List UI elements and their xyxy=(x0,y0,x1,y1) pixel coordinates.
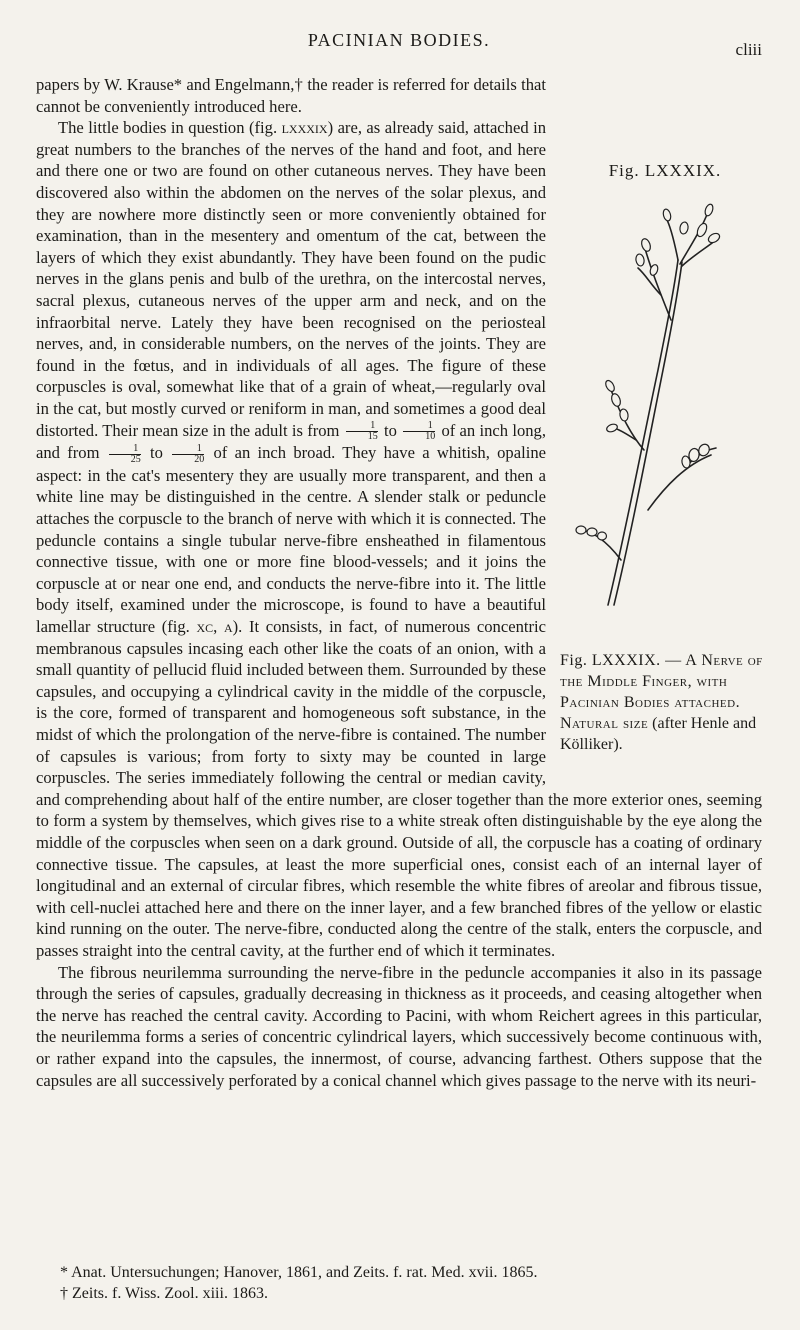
paragraph-2-text-d: of an inch long, and from xyxy=(36,420,546,463)
caption-figure-number: Fig. LXXXIX. — A xyxy=(560,652,698,669)
figure-reference-lxxxix: lxxxix xyxy=(281,118,328,138)
paragraph-1: papers by W. Krause* and Engelmann,† the reader is referred for details that cannot be conveniently introduced here. xyxy=(36,75,546,116)
footnote-1: * Anat. Untersuchungen; Hanover, 1861, and Zeits. f. rat. Med. xvii. 1865. xyxy=(60,1264,538,1281)
figure-lxxxix xyxy=(560,160,770,778)
fraction-1-20: $\frac{1}{20}$ xyxy=(172,444,204,465)
running-title: PACINIAN BODIES. xyxy=(307,30,491,50)
figure-reference-xc-a: xc, a xyxy=(196,617,233,637)
caption-attribution: (after Henle and Kölliker). xyxy=(560,715,757,753)
body-text xyxy=(36,74,762,1091)
paragraph-2-text-e: to xyxy=(142,443,171,463)
paragraph-2-text-c: to xyxy=(379,420,402,440)
paragraph-3: The fibrous neurilemma surrounding the nerve-fibre in the peduncle accompanies it also in its passage through the series of capsules, gradually decreasing in thickness as it proceeds, and ceasing altogether when the nerve has reached the central cavity. According to Pacini, with whom Reichert agrees in this particular, the neurilemma forms a series of concentric cylindrical layers, which successively become continuous with, or rather expand into the capsules, the innermost, of course, advancing farthest. Others suppose that the capsules are all successively perforated by a conical channel which gives passage to the nerve with its neuri- xyxy=(36,962,762,1090)
paragraph-2-text-g: ). It consists, in fact, of numerous concentric membranous capsules incasing each other like the coats of an onion, with a small quantity of pellucid fluid included between them. Surrounded by these capsules, and occupying a cylindrical cavity in the middle of the corpuscle, is the core, formed of transparent and homogeneous soft substance, in the midst of which the prolongation of the nerve-fibre is contained. The number of capsules is various; from forty to sixty may be counted in large corpuscles. The series immediately following the central or median cavity, and comprehending about half of the entire number, are closer together than the more exterior ones, seeming to form a system by themselves, which gives rise to a white streak often distinguishable by the eye along the middle of the corpuscles when seen on a dark ground. Outside of all, the corpuscle has a coating of ordinary connective tissue. The capsules, at least the more superficial ones, consist each of an internal layer of longitudinal and an external of circular fibres, which resemble the white fibres of areolar and fibrous tissue, with cell-nuclei attached here and there on the inner layer, and a few branched fibres of the yellow or elastic kind running on the outer. The nerve-fibre, conducted along the centre of the stalk, enters the corpuscle, and passes straight into the central cavity, at the further end of which it terminates. xyxy=(36,617,762,960)
nerve-illustration xyxy=(566,200,766,620)
paragraph-2-text-b: ) are, as already said, attached in great numbers to the branches of the nerves of the hand and foot, and here and there one or two are found on other cutaneous nerves. They have been discovered also within the abdomen on the nerves of the solar plexus, and they are nowhere more distinctly seen or more conveniently obtained for examination, than in the mesentery and omentum of the cat, between the layers of which they exist abundantly. They have been found on the pudic nerves in the glans penis and bulb of the urethra, on the intercostal nerves, sacral plexus, cutaneous nerves of the upper arm and neck, and on the infraorbital nerve. Lately they have been recognised on the periosteal nerves, and, in considerable numbers, on the nerves of the joints. They are found in the fœtus, and in individuals of all ages. The figure of these corpuscles is oval, somewhat like that of a grain of wheat,—regularly oval in the cat, but mostly curved or reniform in man, and sometimes a good deal distorted. Their mean size in the adult is from xyxy=(36,118,546,440)
figure-label: Fig. LXXXIX. xyxy=(608,161,722,180)
paragraph-2-text-f: of an inch broad. They have a whitish, opaline aspect: in the cat's mesentery they are usually more transparent, and then a white line may be distinguished in the centre. A slender stalk or peduncle attaches the corpuscle to the branch of nerve with which it is connected. The peduncle contains a single tubular nerve-fibre ensheathed in filamentous connective tissue, with one or more fine blood-vessels; and it joins the corpuscle at or near one end, and conducts the nerve-fibre into it. The little body itself, examined under the microscope, is found to have a beautiful lamellar structure (fig. xyxy=(36,443,546,637)
fraction-1-25: $\frac{1}{25}$ xyxy=(109,444,141,465)
fraction-1-10: $\frac{1}{10}$ xyxy=(403,421,435,442)
figure-caption xyxy=(560,650,770,755)
caption-description: Nerve of the Middle Finger, with Pacinian Bodies attached. Natural size xyxy=(560,652,763,732)
footnote-2: † Zeits. f. Wiss. Zool. xiii. 1863. xyxy=(60,1285,268,1302)
fraction-1-15: $\frac{1}{15}$ xyxy=(346,421,378,442)
footnotes xyxy=(60,1262,760,1304)
page-number: cliii xyxy=(735,40,762,59)
paragraph-2-text-a: The little bodies in question (fig. xyxy=(58,118,282,138)
page-header xyxy=(36,30,762,60)
